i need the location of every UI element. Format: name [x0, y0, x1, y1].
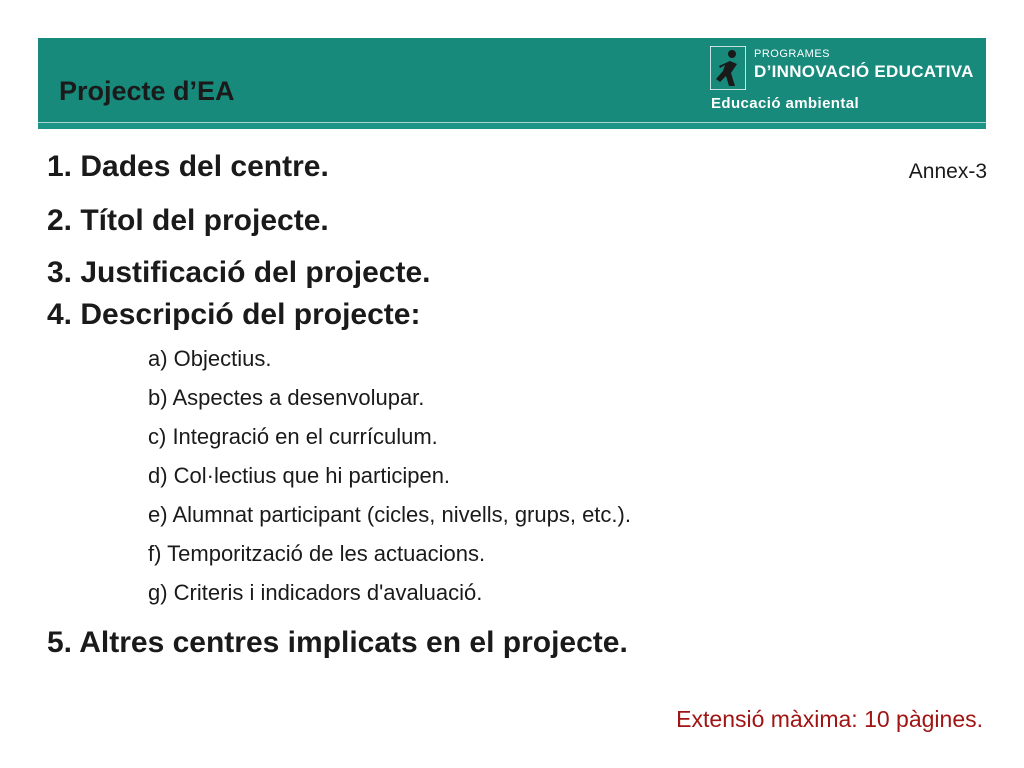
list-item: e) Alumnat participant (cicles, nivells, grups, etc.).	[148, 502, 631, 527]
description-subitems	[148, 342, 631, 615]
header-banner	[38, 38, 986, 122]
section-heading-4: 4. Descripció del projecte:	[47, 298, 421, 331]
section-heading-1: 1. Dades del centre.	[47, 150, 329, 183]
section-heading-5: 5. Altres centres implicats en el projecte.	[47, 626, 628, 659]
section-heading-3: 3. Justificació del projecte.	[47, 256, 431, 289]
list-item: f) Temporització de les actuacions.	[148, 541, 486, 566]
logo-line-innovacio: D’INNOVACIÓ EDUCATIVA	[754, 62, 974, 81]
list-item: g) Criteris i indicadors d'avaluació.	[148, 580, 483, 605]
logo-subtitle: Educació ambiental	[711, 95, 860, 112]
list-item: d) Col·lectius que hi participen.	[148, 463, 451, 488]
section-heading-2: 2. Títol del projecte.	[47, 204, 329, 237]
annex-label: Annex-3	[908, 160, 987, 183]
logo-line-programes: PROGRAMES	[754, 48, 831, 60]
header-divider	[38, 122, 986, 129]
max-length-note: Extensió màxima: 10 pàgines.	[676, 706, 983, 732]
list-item: a) Objectius.	[148, 346, 272, 371]
program-logo	[710, 44, 972, 98]
page-title: Projecte d’EA	[59, 76, 235, 106]
list-item: b) Aspectes a desenvolupar.	[148, 385, 425, 410]
list-item: c) Integració en el currículum.	[148, 424, 438, 449]
running-figure-icon	[710, 46, 746, 90]
